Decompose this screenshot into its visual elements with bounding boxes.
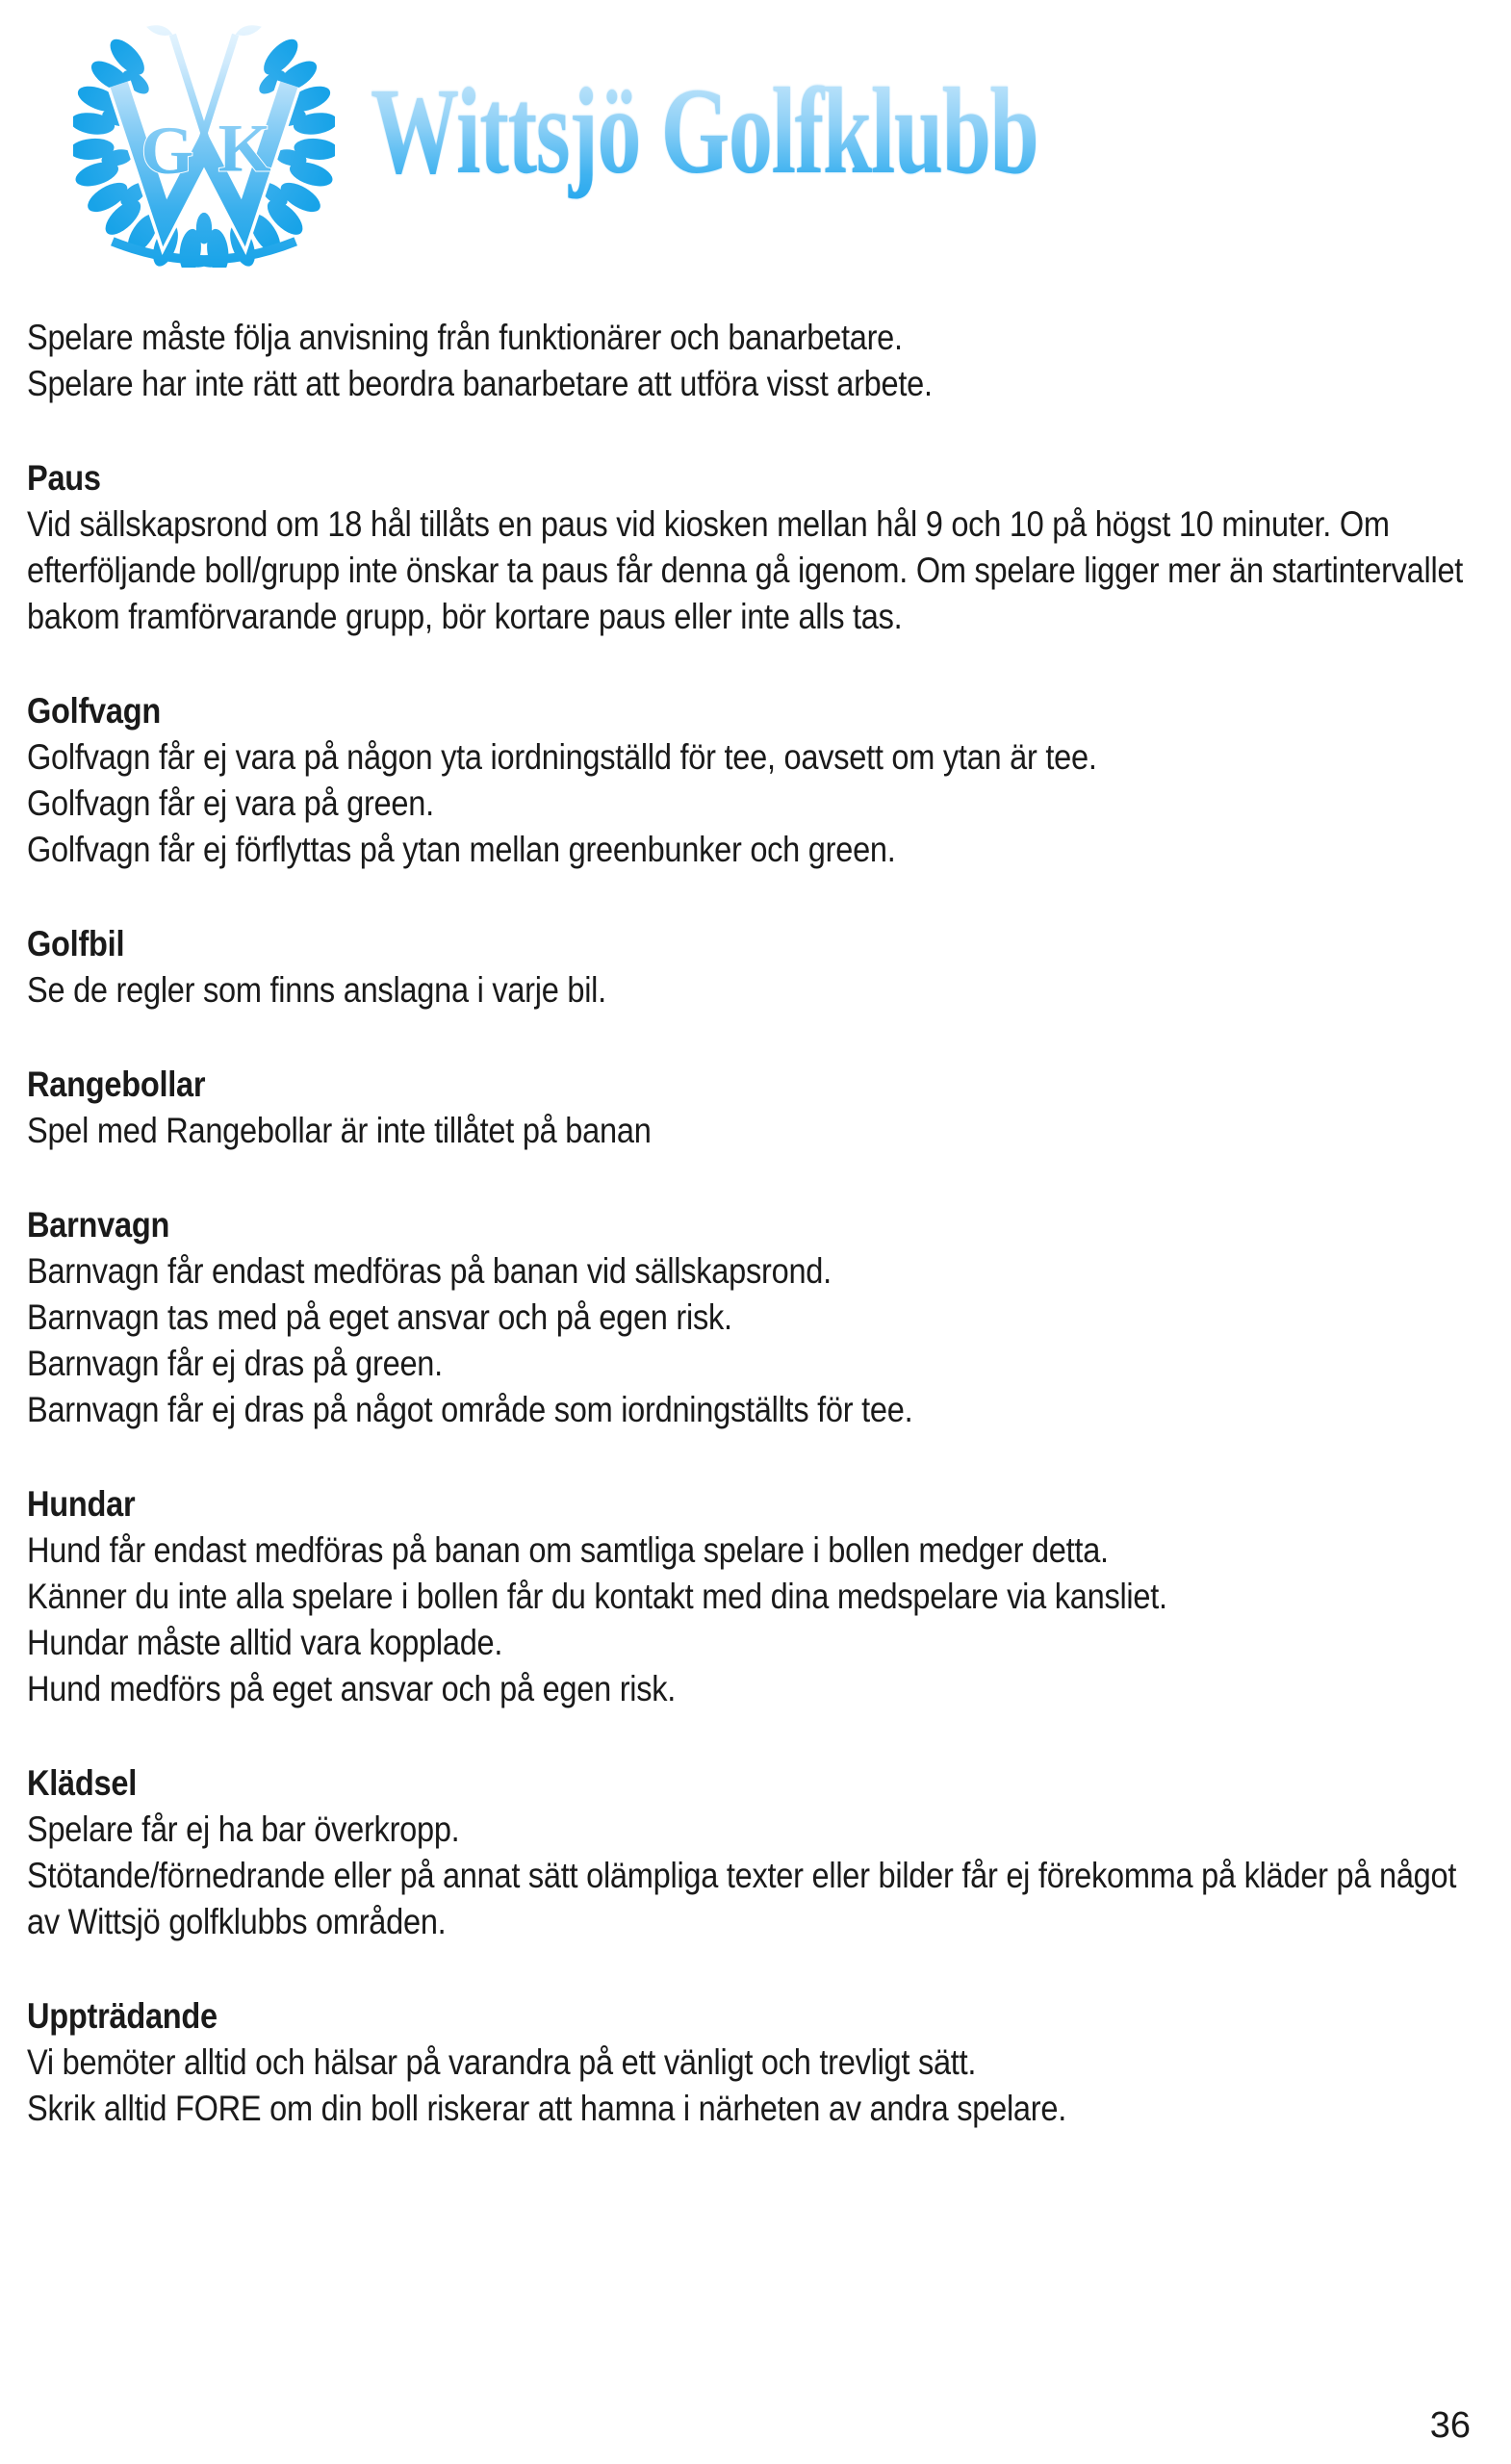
section-hundar bbox=[27, 1481, 1484, 1712]
section-heading: Golfvagn bbox=[27, 691, 161, 731]
section-paragraph: Vid sällskapsrond om 18 hål tillåts en paus vid kiosken mellan hål 9 och 10 på högst 10 minuter. Om efterföljande boll/grupp inte önskar ta paus får denna gå igenom. Om spelare ligger mer än startintervallet bakom framförvarande grupp, bör kortare paus eller inte alls tas. bbox=[27, 504, 1464, 636]
section-heading: Paus bbox=[27, 458, 101, 498]
intro-line: Spelare måste följa anvisning från funktionärer och banarbetare. bbox=[27, 318, 903, 357]
section-golfbil bbox=[27, 921, 1484, 1014]
club-logo bbox=[0, 0, 1511, 289]
section-line: Spel med Rangebollar är inte tillåtet på banan bbox=[27, 1111, 652, 1150]
section-paus bbox=[27, 455, 1484, 640]
section-line: Hundar måste alltid vara kopplade. bbox=[27, 1623, 503, 1662]
monogram-letter-g: G bbox=[141, 114, 194, 190]
section-line: Barnvagn får endast medföras på banan vid sällskapsrond. bbox=[27, 1251, 832, 1291]
page-number: 36 bbox=[1429, 2405, 1471, 2446]
section-line: Hund medförs på eget ansvar och på egen risk. bbox=[27, 1669, 677, 1708]
section-paragraph: Stötande/förnedrande eller på annat sätt olämpliga texter eller bilder får ej förekomma på kläder på något av Wittsjö golfklubbs områden. bbox=[27, 1856, 1457, 1941]
section-line: Barnvagn får ej dras på något område som iordningställts för tee. bbox=[27, 1390, 913, 1429]
logo-wordmark: Wittsjö Golfklubb bbox=[371, 63, 1038, 199]
monogram-letter-k: K bbox=[218, 111, 271, 187]
section-heading: Uppträdande bbox=[27, 1996, 218, 2036]
section-line: Golfvagn får ej vara på någon yta iordningställd för tee, oavsett om ytan är tee. bbox=[27, 737, 1097, 777]
section-kladsel bbox=[27, 1760, 1484, 1945]
section-line: Känner du inte alla spelare i bollen får du kontakt med dina medspelare via kansliet. bbox=[27, 1577, 1167, 1616]
section-heading: Hundar bbox=[27, 1484, 136, 1524]
section-line: Spelare får ej ha bar överkropp. bbox=[27, 1810, 460, 1849]
section-barnvagn bbox=[27, 1202, 1484, 1433]
section-heading: Golfbil bbox=[27, 924, 125, 963]
section-line: Skrik alltid FORE om din boll riskerar att hamna i närheten av andra spelare. bbox=[27, 2089, 1066, 2128]
section-line: Golfvagn får ej vara på green. bbox=[27, 783, 434, 823]
intro-line: Spelare har inte rätt att beordra banarbetare att utföra visst arbete. bbox=[27, 364, 933, 403]
section-heading: Barnvagn bbox=[27, 1205, 170, 1245]
section-line: Barnvagn får ej dras på green. bbox=[27, 1344, 443, 1383]
section-line: Golfvagn får ej förflyttas på ytan mellan greenbunker och green. bbox=[27, 830, 896, 869]
golf-clubs-monogram-icon bbox=[119, 25, 290, 223]
section-rangebollar bbox=[27, 1062, 1484, 1154]
club-emblem-icon bbox=[73, 6, 335, 268]
section-line: Barnvagn tas med på eget ansvar och på egen risk. bbox=[27, 1297, 732, 1337]
section-heading: Rangebollar bbox=[27, 1065, 206, 1104]
section-line: Vi bemöter alltid och hälsar på varandra på ett vänligt och trevligt sätt. bbox=[27, 2042, 977, 2082]
section-upptradande bbox=[27, 1993, 1484, 2132]
section-golfvagn bbox=[27, 688, 1484, 873]
document-body bbox=[27, 315, 1484, 2132]
section-heading: Klädsel bbox=[27, 1763, 137, 1803]
section-line: Se de regler som finns anslagna i varje bil. bbox=[27, 970, 606, 1010]
section-line: Hund får endast medföras på banan om samtliga spelare i bollen medger detta. bbox=[27, 1530, 1109, 1570]
